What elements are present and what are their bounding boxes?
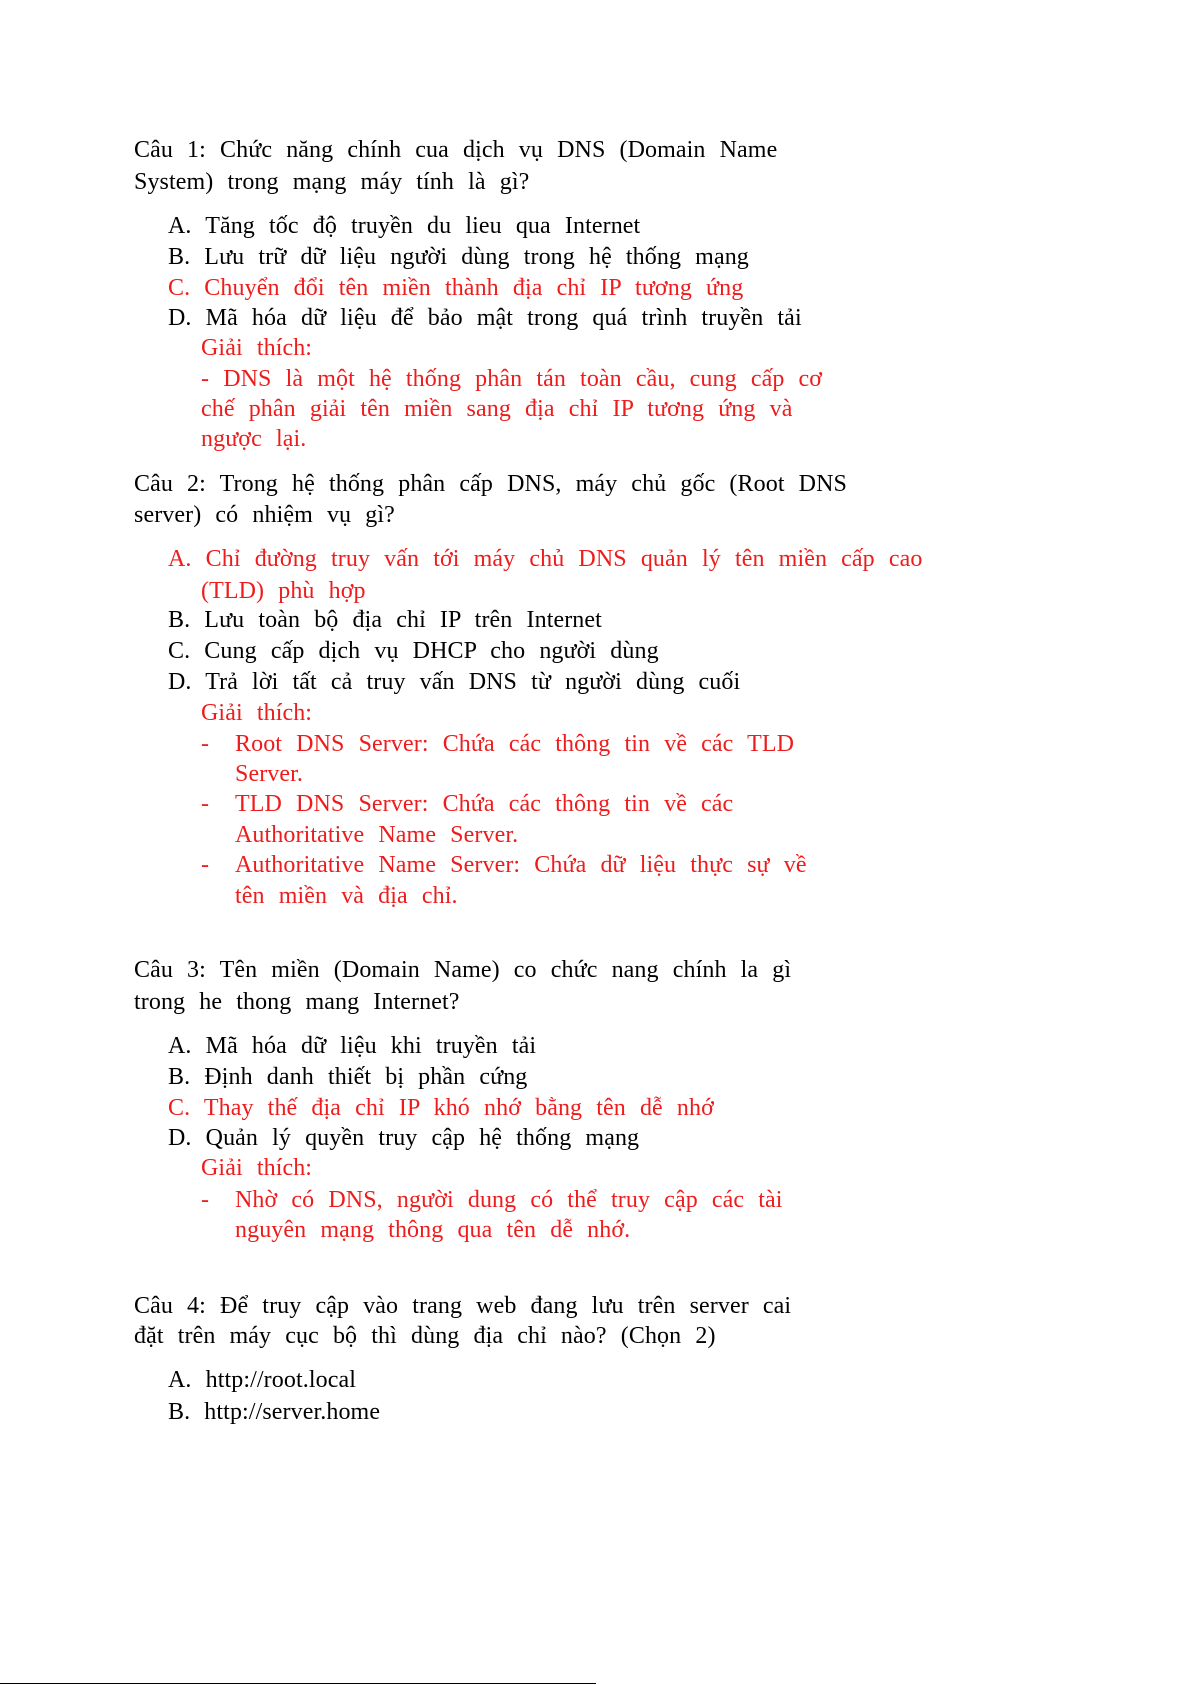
explanation-text: nguyên mạng thông qua tên dễ nhớ. [235,1217,631,1243]
footer-divider [0,1683,596,1684]
option-a: A. Tăng tốc độ truyền du lieu qua Internet [168,213,641,239]
explanation-text: Nhờ có DNS, người dung có thể truy cập các tài [235,1187,783,1213]
explanation-text: tên miền và địa chỉ. [235,883,458,909]
explanation-bullet: - [201,731,210,757]
explanation-text: - DNS là một hệ thống phân tán toàn cầu, cung cấp cơ [201,366,823,392]
explanation-text: Authoritative Name Server: Chứa dữ liệu thực sự về [235,852,807,878]
explanation-text: Server. [235,761,304,787]
explanation-title: Giải thích: [201,335,313,361]
question-text: Câu 4: Để truy cập vào trang web đang lưu trên server cai [134,1293,792,1319]
question-text: Câu 1: Chức năng chính cua dịch vụ DNS (Domain Name [134,137,778,163]
explanation-title: Giải thích: [201,1155,313,1181]
option-d: D. Trả lời tất cả truy vấn DNS từ người dùng cuối [168,669,741,695]
explanation-bullet: - [201,852,210,878]
option-c: C. Cung cấp dịch vụ DHCP cho người dùng [168,638,659,664]
question-text: Câu 3: Tên miền (Domain Name) co chức nang chính la gì [134,957,792,983]
explanation-bullet: - [201,1187,210,1213]
explanation-text: Root DNS Server: Chứa các thông tin về các TLD [235,731,795,757]
explanation-title: Giải thích: [201,700,313,726]
explanation-text: chế phân giải tên miền sang địa chỉ IP tương ứng và [201,396,793,422]
explanation-text: ngược lại. [201,426,307,452]
option-a: A. http://root.local [168,1367,356,1393]
option-d: D. Mã hóa dữ liệu để bảo mật trong quá trình truyền tải [168,305,802,331]
option-b: B. Lưu toàn bộ địa chỉ IP trên Internet [168,607,602,633]
question-text: server) có nhiệm vụ gì? [134,502,395,528]
explanation-bullet: - [201,791,210,817]
option-a-continuation: (TLD) phù hợp [201,578,366,604]
option-b: B. Lưu trữ dữ liệu người dùng trong hệ thống mạng [168,244,749,270]
option-a: A. Mã hóa dữ liệu khi truyền tải [168,1033,537,1059]
option-a-correct: A. Chỉ đường truy vấn tới máy chủ DNS quản lý tên miền cấp cao [168,546,923,572]
explanation-text: TLD DNS Server: Chứa các thông tin về các [235,791,734,817]
question-text: đặt trên máy cục bộ thì dùng địa chỉ nào? (Chọn 2) [134,1323,716,1349]
question-text: System) trong mạng máy tính là gì? [134,169,530,195]
option-d: D. Quản lý quyền truy cập hệ thống mạng [168,1125,640,1151]
option-c-correct: C. Thay thế địa chỉ IP khó nhớ bằng tên dễ nhớ [168,1095,714,1121]
question-text: Câu 2: Trong hệ thống phân cấp DNS, máy chủ gốc (Root DNS [134,471,847,497]
option-b: B. http://server.home [168,1399,381,1425]
question-text: trong he thong mang Internet? [134,989,460,1015]
option-b: B. Định danh thiết bị phần cứng [168,1064,528,1090]
option-c-correct: C. Chuyển đổi tên miền thành địa chỉ IP tương ứng [168,275,744,301]
explanation-text: Authoritative Name Server. [235,822,519,848]
